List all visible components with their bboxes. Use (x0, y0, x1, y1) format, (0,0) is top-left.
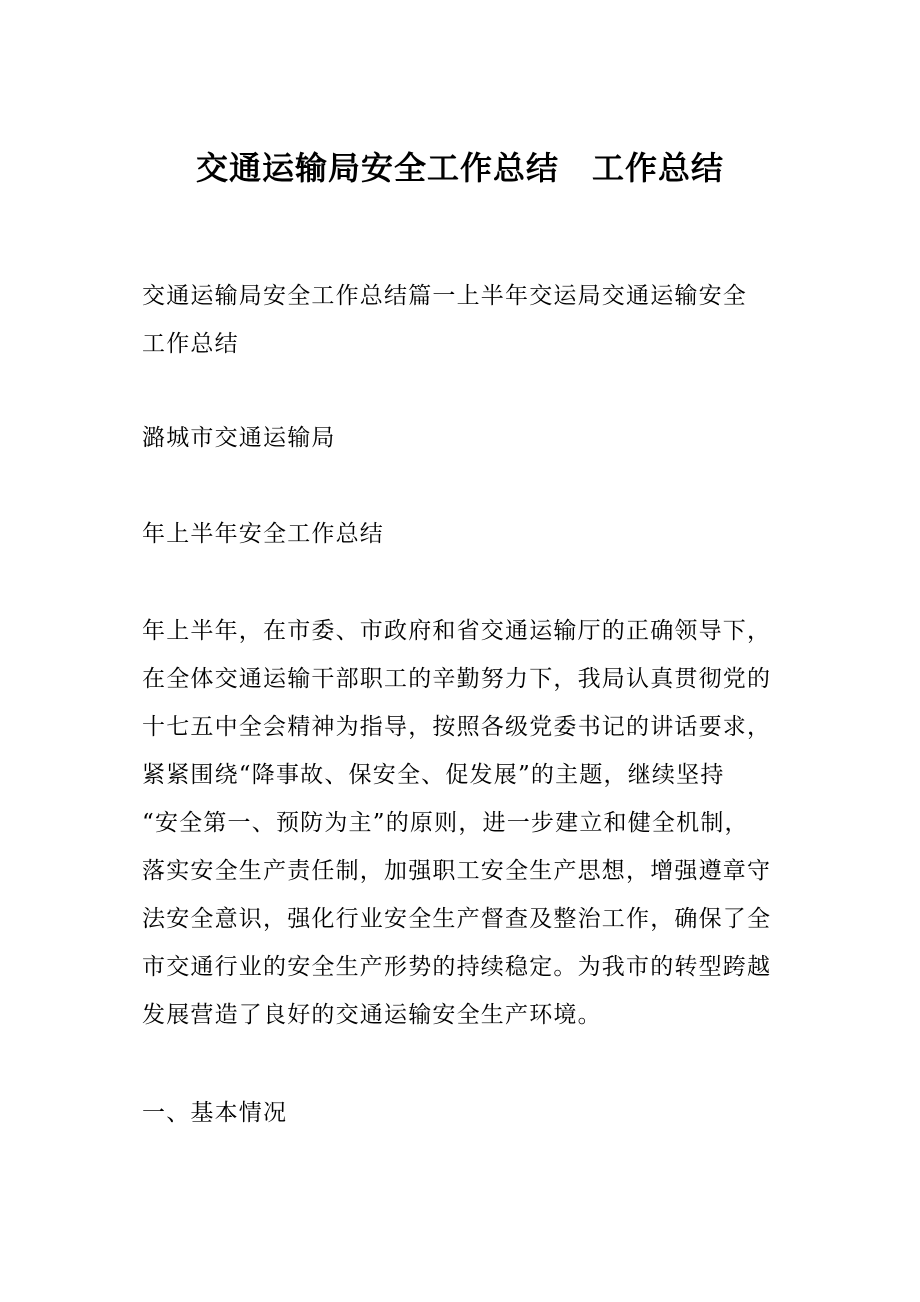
body-line: 年上半年，在市委、市政府和省交通运输厅的正确领导下， (142, 618, 772, 644)
body-line: 市交通行业的安全生产形势的持续稳定。为我市的转型跨越 (142, 954, 772, 980)
report-subtitle: 年上半年安全工作总结 (142, 521, 384, 547)
body-line: 法安全意识，强化行业安全生产督查及整治工作，确保了全 (142, 906, 772, 932)
document-title: 交通运输局安全工作总结 工作总结 (195, 149, 724, 187)
body-line: 落实安全生产责任制，加强职工安全生产思想，增强遵章守 (142, 858, 772, 884)
article-heading (142, 272, 782, 368)
body-line: 在全体交通运输干部职工的辛勤努力下，我局认真贯彻党的 (142, 666, 772, 692)
section-heading: 一、基本情况 (142, 1100, 288, 1126)
body-line: 紧紧围绕“降事故、保安全、促发展”的主题，继续坚持 (142, 762, 725, 788)
article-heading-line: 交通运输局安全工作总结篇一上半年交运局交通运输安全 (142, 283, 747, 309)
organization-name: 潞城市交通运输局 (142, 425, 336, 451)
body-line: 十七五中全会精神为指导，按照各级党委书记的讲话要求， (142, 714, 772, 740)
body-line: “安全第一、预防为主”的原则，进一步建立和健全机制， (142, 810, 749, 836)
article-heading-line: 工作总结 (142, 331, 239, 357)
body-paragraph (142, 607, 782, 1039)
body-line: 发展营造了良好的交通运输安全生产环境。 (142, 1002, 602, 1028)
